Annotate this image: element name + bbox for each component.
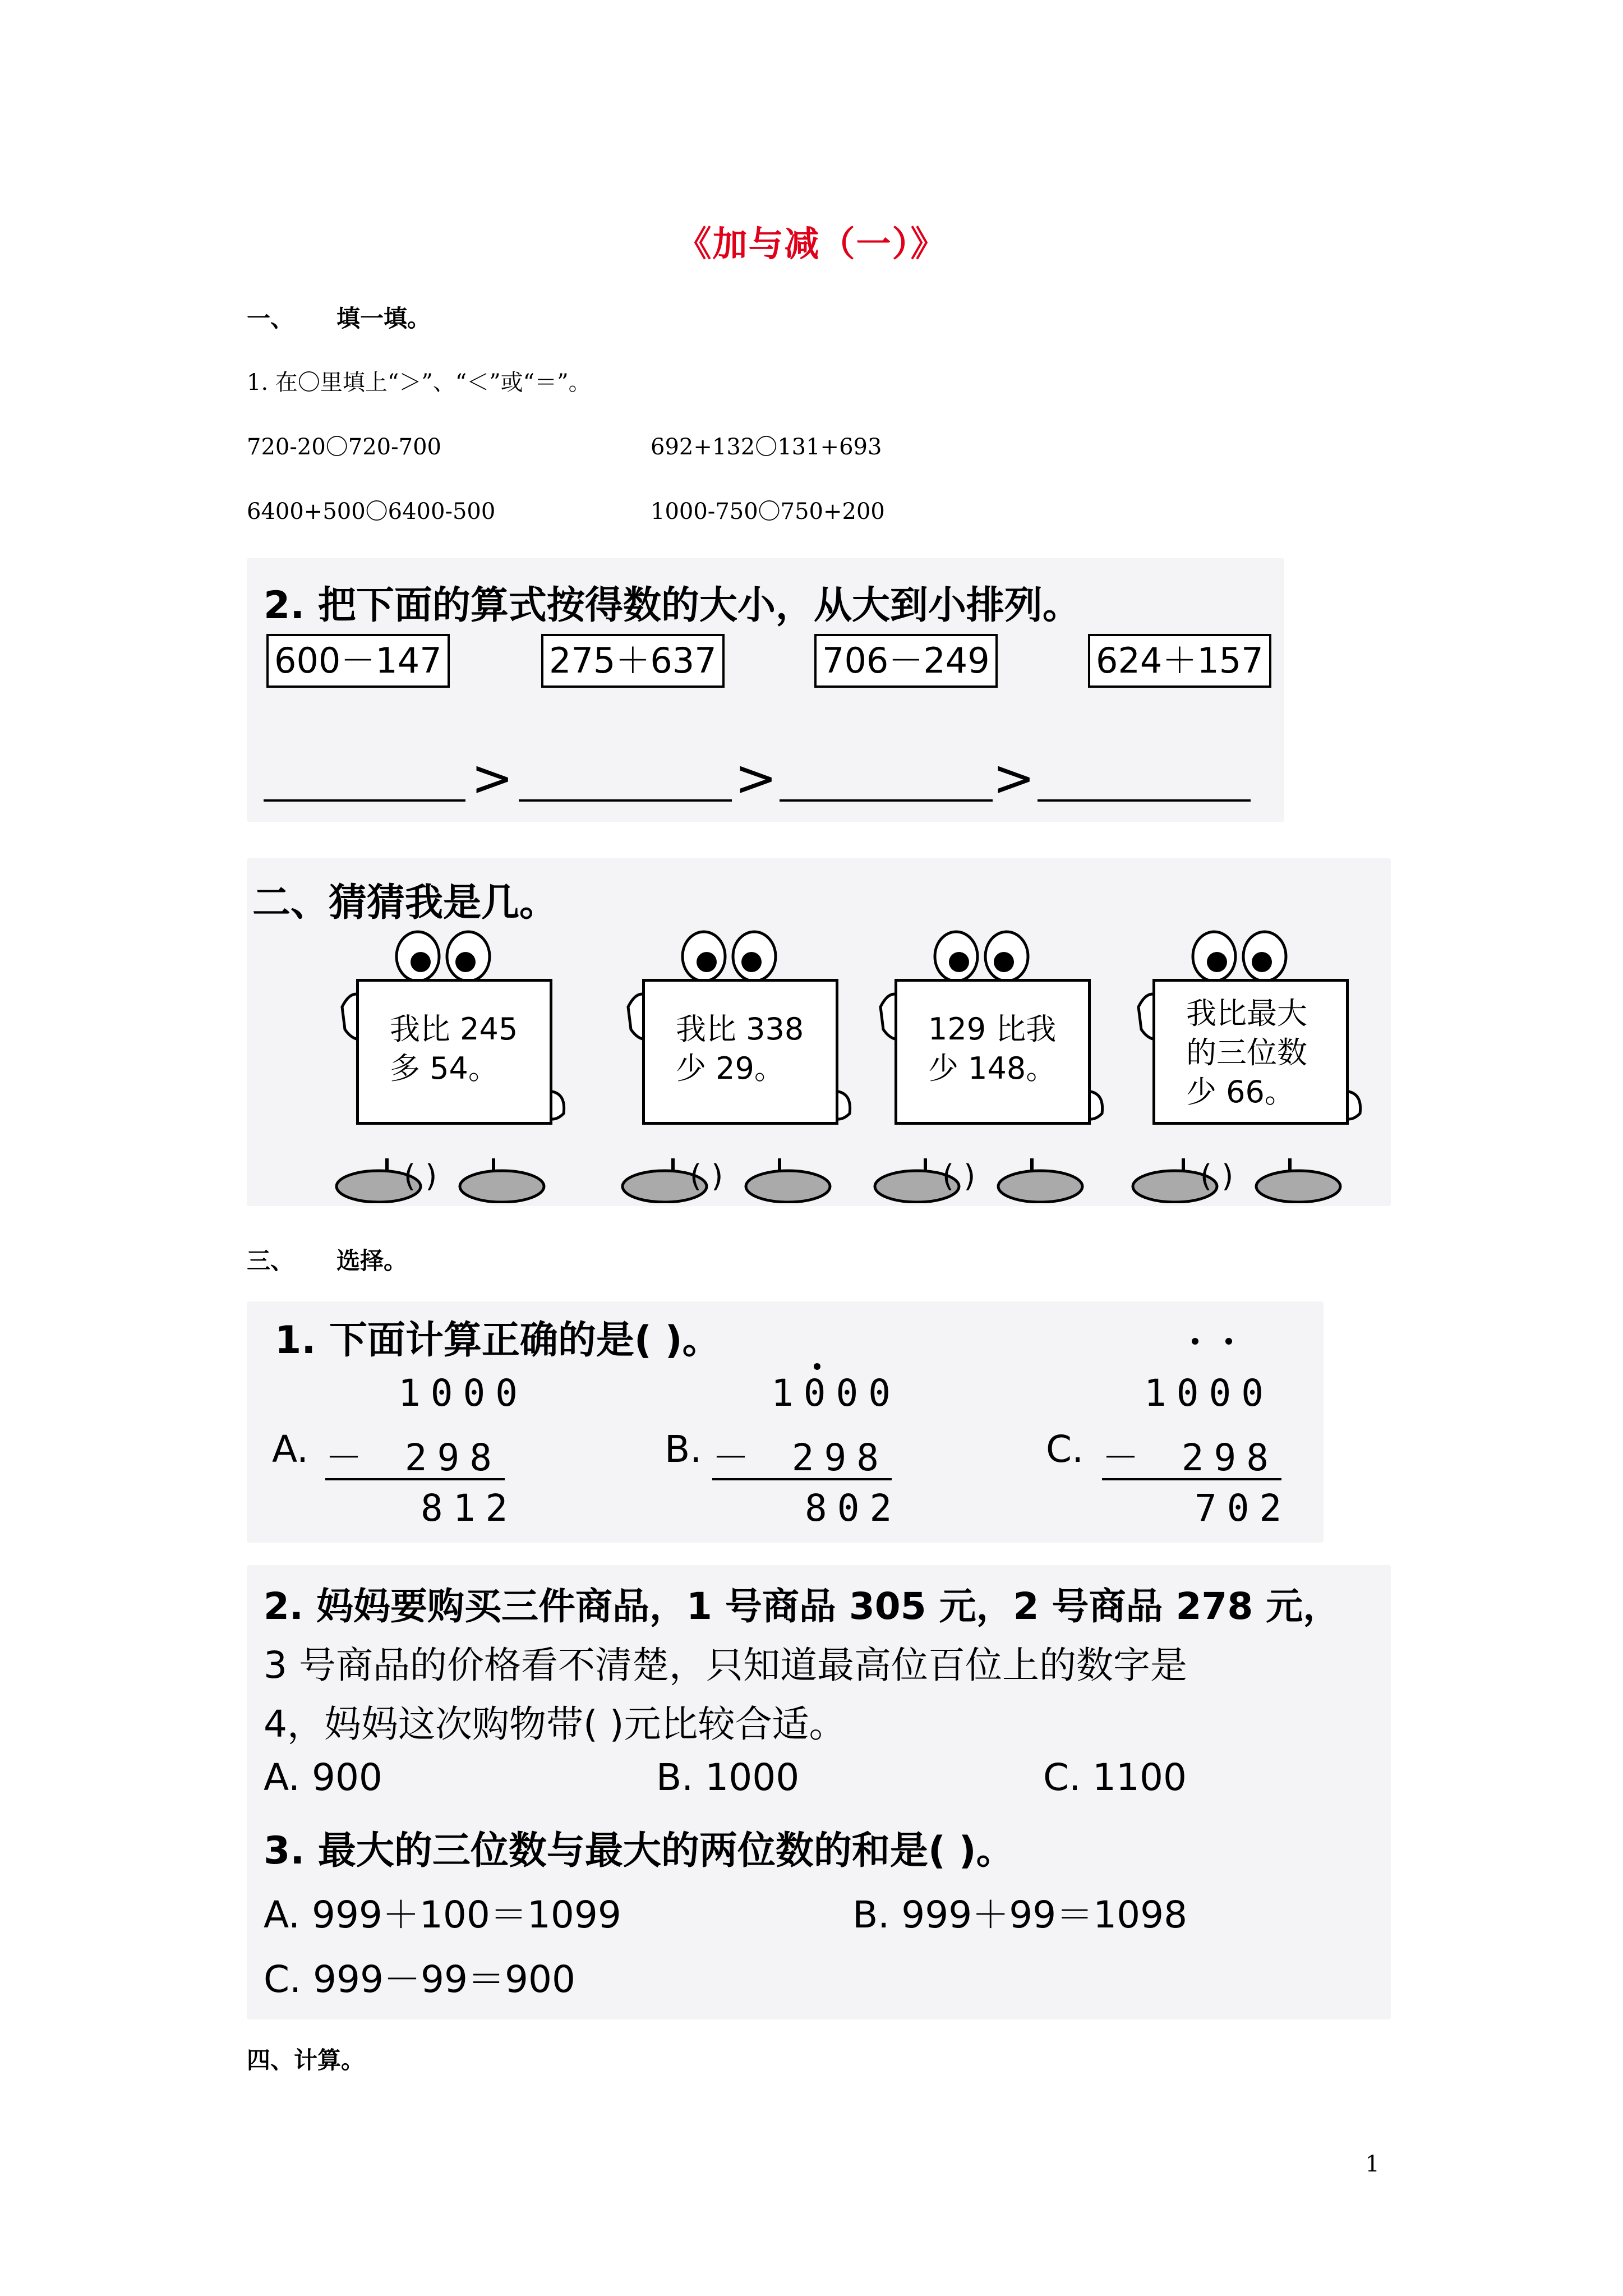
vertical-minuend: 1000 (1144, 1372, 1274, 1415)
choice-1-block (247, 1301, 1324, 1543)
vertical-result: 702 (1195, 1487, 1292, 1530)
vertical-minuend: 1000 (771, 1372, 901, 1415)
greater-than-symbol: > (993, 749, 1035, 808)
sign-text: 129 比我 少 148。 (928, 1011, 1057, 1086)
answer-parentheses: ( ) (1200, 1158, 1234, 1194)
choice-3-option: A. 999＋100＝1099 (264, 1893, 621, 1936)
page-number: 1 (1365, 2151, 1380, 2177)
section-2-heading: 二、猜猜我是几。 (252, 881, 558, 925)
section-3-heading (247, 1243, 407, 1276)
borrow-dot (1192, 1338, 1198, 1345)
section-number: 三、 (247, 1247, 294, 1274)
calculation-line (712, 1478, 892, 1480)
choice-1-prompt: 1. 下面计算正确的是( )。 (275, 1318, 721, 1363)
borrow-dot (1225, 1338, 1232, 1345)
calculation-line (1102, 1478, 1281, 1480)
section-title: 填一填。 (336, 305, 431, 332)
answer-parentheses: ( ) (690, 1158, 723, 1194)
answer-parentheses: ( ) (404, 1158, 437, 1194)
expression-box: 275＋637 (541, 634, 725, 688)
choice-2-line: 3 号商品的价格看不清楚，只知道最高位百位上的数字是 (264, 1644, 1187, 1687)
vertical-result: 812 (421, 1487, 518, 1530)
choice-3-option: B. 999＋99＝1098 (852, 1893, 1188, 1936)
expression-box: 706－249 (814, 634, 998, 688)
sign-board (356, 979, 552, 1125)
section-number: 一、 (247, 305, 294, 332)
comparison-item: 720-20〇720-700 (247, 434, 441, 460)
choice-2-3-block (247, 1565, 1391, 2019)
ordering-question-block (247, 558, 1284, 822)
answer-blank (1038, 799, 1251, 802)
greater-than-symbol: > (735, 749, 777, 808)
sign-text: 我比最大 的三位数 少 66。 (1186, 996, 1307, 1110)
choice-3-prompt: 3. 最大的三位数与最大的两位数的和是( )。 (264, 1829, 1015, 1873)
comparison-item: 692+132〇131+693 (651, 434, 882, 460)
section-1-heading (247, 300, 431, 334)
character-sign (611, 923, 869, 1203)
sign-text: 我比 338 少 29。 (676, 1011, 804, 1086)
question-1-prompt: 1. 在〇里填上“＞”、“＜”或“＝”。 (247, 370, 591, 395)
calculation-line (325, 1478, 505, 1480)
vertical-minuend: 1000 (398, 1372, 528, 1415)
choice-2-option: C. 1100 (1043, 1756, 1187, 1799)
vertical-subtrahend: － 298 (325, 1436, 502, 1479)
answer-blank (264, 799, 465, 802)
vertical-subtrahend: － 298 (1102, 1436, 1279, 1479)
comparison-item: 6400+500〇6400-500 (247, 499, 496, 524)
choice-2-line: 2. 妈妈要购买三件商品，1 号商品 305 元，2 号商品 278 元， (264, 1585, 1340, 1628)
question-2-prompt: 2. 把下面的算式按得数的大小，从大到小排列。 (264, 583, 1081, 628)
expression-box: 624＋157 (1088, 634, 1271, 688)
character-sign (325, 923, 583, 1203)
guess-number-block (247, 858, 1391, 1206)
choice-2-option: B. 1000 (656, 1756, 800, 1799)
sign-board (895, 979, 1091, 1125)
vertical-result: 802 (805, 1487, 902, 1530)
sign-text: 我比 245 多 54。 (390, 1011, 518, 1086)
sign-board (1152, 979, 1349, 1125)
comparison-item: 1000-750〇750+200 (651, 499, 885, 524)
choice-2-line: 4，妈妈这次购物带( )元比较合适。 (264, 1703, 846, 1746)
sign-board (642, 979, 838, 1125)
vertical-subtrahend: － 298 (712, 1436, 889, 1479)
character-sign (1122, 923, 1380, 1203)
option-label: C. (1046, 1428, 1084, 1471)
borrow-dot (814, 1363, 820, 1370)
greater-than-symbol: > (471, 749, 514, 808)
answer-parentheses: ( ) (942, 1158, 976, 1194)
section-4-heading: 四、计算。 (247, 2046, 365, 2074)
choice-3-option: C. 999－99＝900 (264, 1958, 575, 2001)
page-title: 《加与减（一）》 (676, 223, 947, 264)
expression-box: 600－147 (266, 634, 450, 688)
answer-blank (519, 799, 732, 802)
option-label: A. (272, 1428, 308, 1471)
choice-2-option: A. 900 (264, 1756, 382, 1799)
character-sign (864, 923, 1122, 1203)
section-title: 选择。 (336, 1247, 408, 1274)
option-label: B. (665, 1428, 702, 1471)
answer-blank (780, 799, 993, 802)
